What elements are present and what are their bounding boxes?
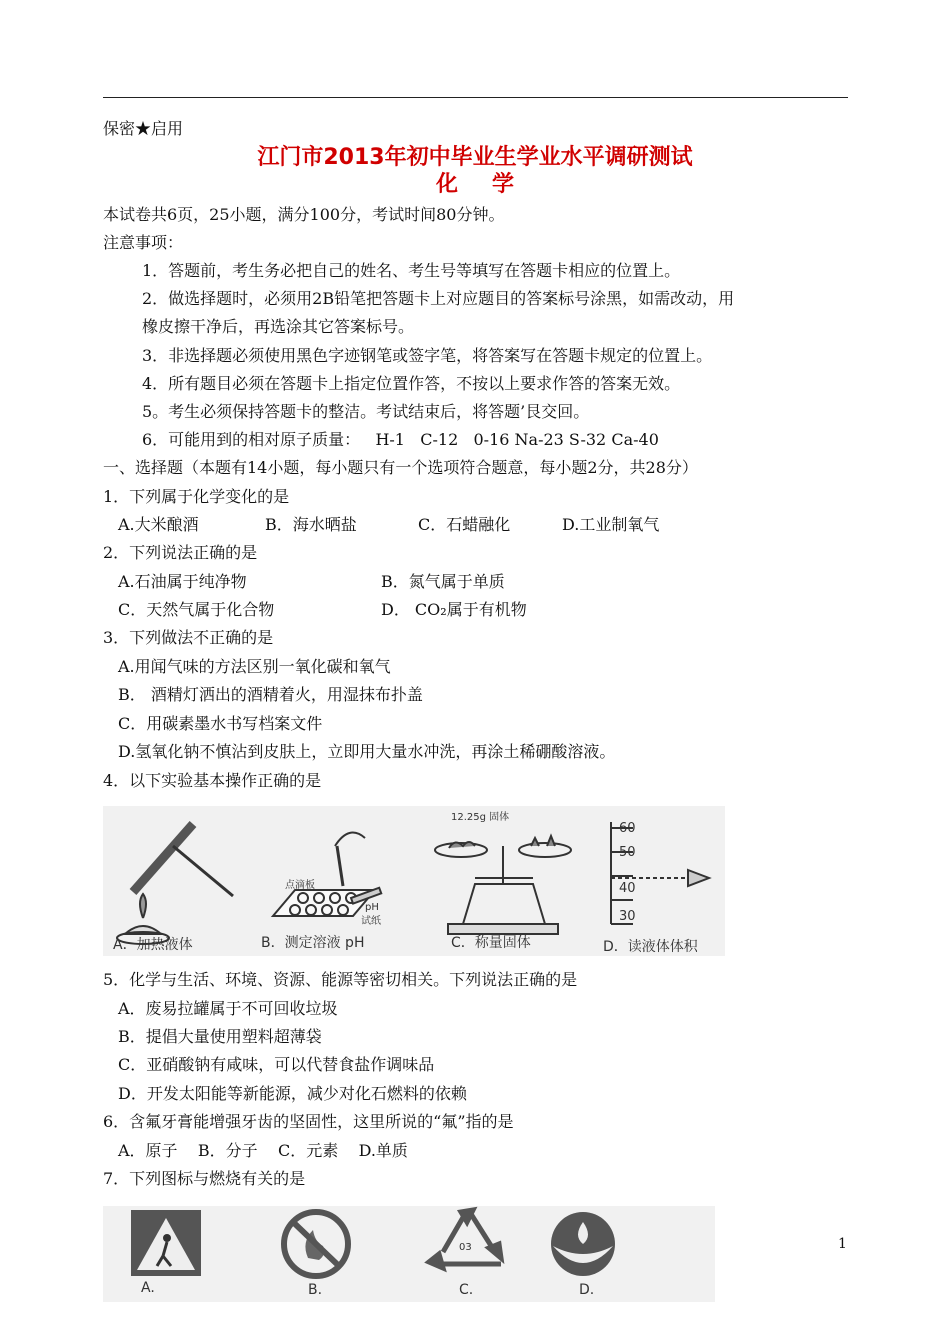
note-item: 2．做选择题时，必须用2B铅笔把答题卡上对应题目的答案标号涂黑，如需改动，用 xyxy=(142,289,735,308)
option-b: B．氮气属于单质 xyxy=(381,572,505,591)
confidential-label: 保密★启用 xyxy=(103,119,184,138)
notes-heading: 注意事项： xyxy=(103,233,184,252)
note-item: 4．所有题目必须在答题卡上指定位置作答，不按以上要求作答的答案无效。 xyxy=(142,374,681,393)
tick-40: 40 xyxy=(619,881,636,896)
exam-title: 江门市2013年初中毕业生学业水平调研测试 xyxy=(257,145,693,170)
option-b: B．提倡大量使用塑料超薄袋 xyxy=(118,1027,322,1046)
tick-30: 30 xyxy=(619,909,636,924)
lab-operations-figure xyxy=(103,806,725,956)
option-c: C．石蜡融化 xyxy=(418,515,511,534)
question-stem: 5．化学与生活、环境、资源、能源等密切相关。下列说法正确的是 xyxy=(103,970,578,989)
option-c: C．用碳素墨水书写档案文件 xyxy=(118,714,323,733)
option-c: C．天然气属于化合物 xyxy=(118,600,275,619)
option-b: B． 酒精灯洒出的酒精着火，用湿抹布扑盖 xyxy=(118,685,423,704)
spot-plate-label: 点滴板 xyxy=(285,880,315,891)
heating-liquid-illustration xyxy=(117,824,233,944)
option-d: D.氢氧化钠不慎沾到皮肤上，立即用大量水冲洗，再涂土稀硼酸溶液。 xyxy=(118,742,616,761)
tick-50: 50 xyxy=(619,845,636,860)
sign-caption-a: A. xyxy=(141,1280,155,1296)
sign-caption-c: C. xyxy=(459,1282,474,1298)
option-a: A.石油属于纯净物 xyxy=(118,572,247,591)
option-a: A.用闻气味的方法区别一氧化碳和氧气 xyxy=(118,657,391,676)
note-item: 5。考生必须保持答题卡的整洁。考试结束后，将答题’艮交回。 xyxy=(142,402,590,421)
note-item: 6．可能用到的相对原子质量： H-1 C-12 0-16 Na-23 S-32 Ca-40 xyxy=(142,430,659,449)
page-number: 1 xyxy=(838,1236,847,1252)
question-options: A．原子 B．分子 C．元素 D.单质 xyxy=(118,1141,408,1160)
tick-60: 60 xyxy=(619,821,636,836)
option-d: D． CO₂属于有机物 xyxy=(381,600,527,619)
recycle-code: 03 xyxy=(459,1242,472,1253)
test-paper-label: 试纸 xyxy=(361,916,381,927)
note-item: 1．答题前，考生务必把自己的姓名、考生号等填写在答题卡相应的位置上。 xyxy=(142,261,681,280)
question-stem: 6．含氟牙膏能增强牙齿的坚固性，这里所说的“氟”指的是 xyxy=(103,1112,514,1131)
note-item: 橡皮擦干净后，再选涂其它答案标号。 xyxy=(142,317,415,336)
question-stem: 4．以下实验基本操作正确的是 xyxy=(103,771,322,790)
no-open-flame-icon xyxy=(284,1212,348,1276)
mass-label: 12.25g 固体 xyxy=(451,812,510,823)
exam-intro: 本试卷共6页，25小题，满分100分，考试时间80分钟。 xyxy=(103,205,505,224)
question-stem: 1．下列属于化学变化的是 xyxy=(103,487,290,506)
figure-caption-a: A．加热液体 xyxy=(113,937,193,953)
question-stem: 2．下列说法正确的是 xyxy=(103,543,258,562)
figure-caption-d: D．读液体体积 xyxy=(603,939,698,955)
recycling-icon xyxy=(429,1210,501,1268)
ph-label: pH xyxy=(365,902,379,913)
header-rule xyxy=(103,97,848,98)
option-c: C．亚硝酸钠有咸味，可以代替食盐作调味品 xyxy=(118,1055,435,1074)
water-saving-icon xyxy=(551,1212,615,1276)
safety-signs-figure xyxy=(103,1206,715,1302)
sign-caption-b: B. xyxy=(308,1282,323,1298)
option-d: D.工业制氧气 xyxy=(562,515,660,534)
question-stem: 7．下列图标与燃烧有关的是 xyxy=(103,1169,306,1188)
figure-caption-c: C．称量固体 xyxy=(451,935,531,951)
option-b: B．海水晒盐 xyxy=(265,515,357,534)
figure-caption-b: B．测定溶液 pH xyxy=(261,935,365,951)
pedestrian-crossing-icon xyxy=(131,1210,201,1276)
question-stem: 3．下列做法不正确的是 xyxy=(103,628,274,647)
exam-subject: 化学 xyxy=(435,172,548,197)
option-a: A.大米酿酒 xyxy=(118,515,199,534)
section-heading: 一、选择题（本题有14小题，每小题只有一个选项符合题意，每小题2分，共28分） xyxy=(103,458,698,477)
option-d: D．开发太阳能等新能源，减少对化石燃料的依赖 xyxy=(118,1084,467,1103)
note-item: 3．非选择题必须使用黑色字迹钢笔或签字笔，将答案写在答题卡规定的位置上。 xyxy=(142,346,713,365)
balance-illustration xyxy=(435,836,571,934)
sign-caption-d: D. xyxy=(579,1282,595,1298)
option-a: A．废易拉罐属于不可回收垃圾 xyxy=(118,999,338,1018)
